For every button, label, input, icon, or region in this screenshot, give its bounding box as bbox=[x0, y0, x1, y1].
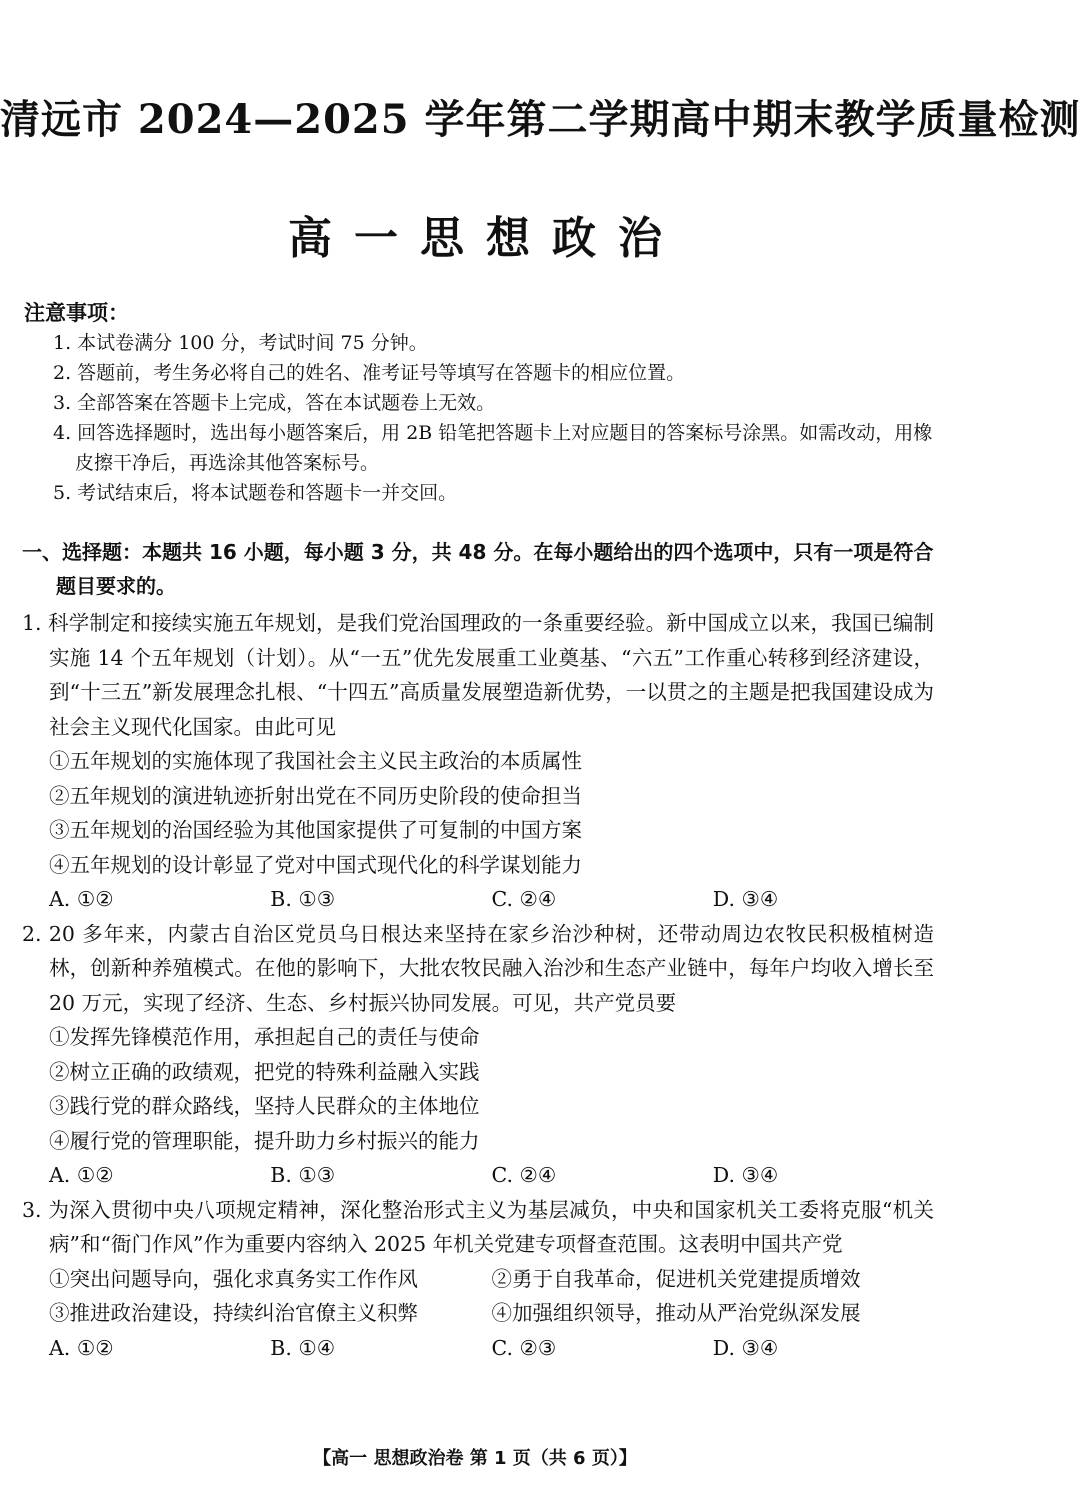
question-list bbox=[22, 606, 934, 1365]
exam-title: 清远市 2024—2025 学年第二学期高中期末教学质量检测 bbox=[0, 96, 1081, 143]
notice-item: 2. 答题前，考生务必将自己的姓名、准考证号等填写在答题卡的相应位置。 bbox=[53, 362, 686, 384]
choice-row bbox=[22, 1331, 934, 1366]
choice-c: C. ②④ bbox=[491, 887, 557, 911]
statement: ②树立正确的政绩观，把党的特殊利益融入实践 bbox=[49, 1059, 480, 1084]
notice-block bbox=[24, 298, 934, 508]
choice-row bbox=[22, 1158, 934, 1193]
choice-d: D. ③④ bbox=[712, 1335, 779, 1360]
notice-item: 1. 本试卷满分 100 分，考试时间 75 分钟。 bbox=[53, 332, 428, 354]
statement: ③五年规划的治国经验为其他国家提供了可复制的中国方案 bbox=[49, 818, 582, 842]
statement-row bbox=[22, 1296, 934, 1331]
statement: ①发挥先锋模范作用，承担起自己的责任与使命 bbox=[49, 1025, 480, 1049]
statement: ④五年规划的设计彰显了党对中国式现代化的科学谋划能力 bbox=[49, 852, 582, 877]
subject-title: 高一思想政治 bbox=[288, 213, 684, 264]
choice-c: C. ②③ bbox=[491, 1335, 557, 1360]
statement: ③践行党的群众路线，坚持人民群众的主体地位 bbox=[49, 1094, 480, 1118]
statement-row bbox=[22, 1262, 934, 1297]
statement: ④加强组织领导，推动从严治党纵深发展 bbox=[491, 1301, 861, 1325]
choice-b: B. ①④ bbox=[270, 1335, 336, 1360]
question-stem: 3. 为深入贯彻中央八项规定精神，深化整治形式主义为基层减负，中央和国家机关工委将克服“机关病”和“衙门作风”作为重要内容纳入 2025 年机关党建专项督查范围。这表明中国共产党 bbox=[22, 1197, 934, 1256]
question-3 bbox=[22, 1193, 934, 1366]
question-stem: 2. 20 多年来，内蒙古自治区党员乌日根达来坚持在家乡治沙种树，还带动周边农牧民积极植树造林，创新种养殖模式。在他的影响下，大批农牧民融入治沙和生态产业链中，每年户均收入增长至 20 万元，实现了经济、生态、乡村振兴协同发展。可见，共产党员要 bbox=[22, 921, 934, 1015]
notice-item: 5. 考试结束后，将本试题卷和答题卡一并交回。 bbox=[53, 482, 458, 504]
choice-c: C. ②④ bbox=[491, 1163, 557, 1187]
question-1 bbox=[22, 606, 934, 917]
choice-row bbox=[22, 882, 934, 917]
choice-d: D. ③④ bbox=[712, 1163, 779, 1187]
statement: ④履行党的管理职能，提升助力乡村振兴的能力 bbox=[49, 1128, 480, 1153]
notice-item: 4. 回答选择题时，选出每小题答案后，用 2B 铅笔把答题卡上对应题目的答案标号涂黑。如需改动，用橡皮擦干净后，再选涂其他答案标号。 bbox=[53, 422, 933, 474]
choice-a: A. ①② bbox=[49, 1163, 114, 1187]
statement: ①五年规划的实施体现了我国社会主义民主政治的本质属性 bbox=[49, 749, 582, 773]
notice-heading: 注意事项： bbox=[24, 301, 129, 325]
choice-b: B. ①③ bbox=[270, 887, 336, 911]
statement: ②五年规划的演进轨迹折射出党在不同历史阶段的使命担当 bbox=[49, 783, 582, 808]
section-heading: 一、选择题：本题共 16 小题，每小题 3 分，共 48 分。在每小题给出的四个选项中，只有一项是符合题目要求的。 bbox=[22, 540, 934, 598]
choice-a: A. ①② bbox=[49, 887, 114, 911]
question-2 bbox=[22, 917, 934, 1193]
choice-a: A. ①② bbox=[49, 1335, 114, 1360]
question-stem: 1. 科学制定和接续实施五年规划，是我们党治国理政的一条重要经验。新中国成立以来，我国已编制实施 14 个五年规划（计划）。从“一五”优先发展重工业奠基、“六五”工作重心转移到经济建设，到“十三五”新发展理念扎根、“十四五”高质量发展塑造新优势，一以贯之的主题是把我国建设成为社会主义现代化国家。由此可见 bbox=[22, 611, 934, 739]
choice-b: B. ①③ bbox=[270, 1163, 336, 1187]
page-footer: 【高一 思想政治卷 第 1 页（共 6 页）】 bbox=[313, 1448, 637, 1469]
notice-item: 3. 全部答案在答题卡上完成，答在本试题卷上无效。 bbox=[53, 392, 496, 414]
choice-d: D. ③④ bbox=[712, 887, 779, 911]
statement: ①突出问题导向，强化求真务实工作作风 bbox=[49, 1266, 418, 1291]
statement: ③推进政治建设，持续纠治官僚主义积弊 bbox=[49, 1301, 418, 1325]
statement: ②勇于自我革命，促进机关党建提质增效 bbox=[491, 1266, 861, 1291]
